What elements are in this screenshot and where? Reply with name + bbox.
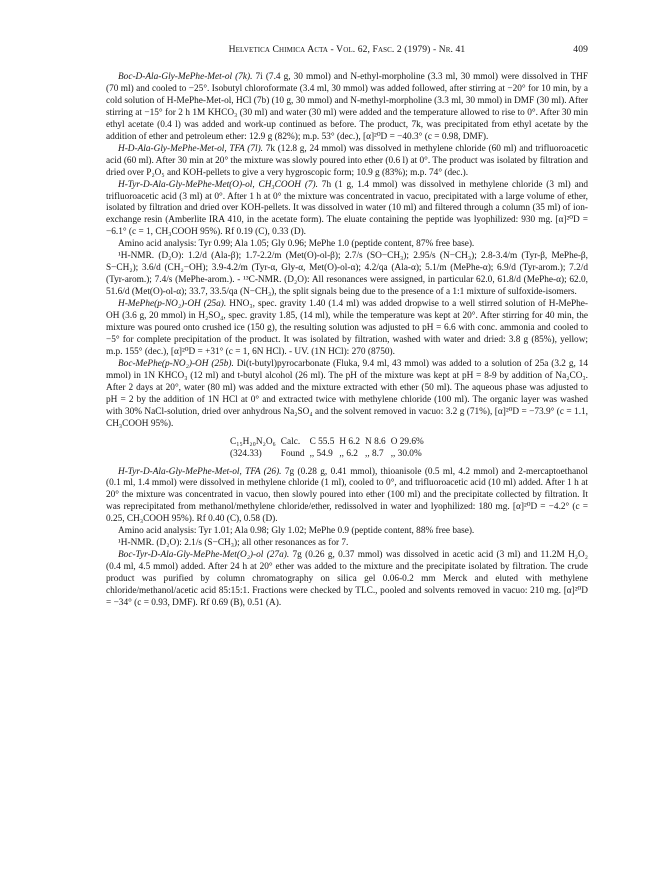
compound-title: Boc-D-Ala-Gly-MePhe-Met-ol (7k). [118, 72, 253, 82]
calc-o: O 29.6% [390, 436, 424, 447]
found-label: Found [280, 448, 305, 459]
paragraph-text: 7k (12.8 g, 24 mmol) was dissolved in methylene chloride (60 ml) and trifluoroacetic acid (60 ml). After 30 min at 20° the mixture was slowly poured into ether (0.6 l) at 0°. The product was isolated by filtration and dried over P₂O₅ and KOH-pellets to give a very hygroscopic form; 10.9 g (83%); m.p. 74° (dec.). [106, 143, 588, 178]
paragraph-7l [106, 144, 588, 180]
compound-title: H-Tyr-D-Ala-Gly-MePhe-Met-ol, TFA (26). [118, 466, 282, 477]
compound-title: Boc-Tyr-D-Ala-Gly-MePhe-Met(O₂)-ol (27a). [118, 550, 290, 561]
paragraph-27a [106, 550, 588, 610]
found-n: ,, 8.7 [365, 448, 384, 459]
compound-title: H-Tyr-D-Ala-Gly-MePhe-Met(O)-ol, CH₃COOH (7). [118, 179, 318, 190]
paragraph-text: Amino acid analysis: Tyr 0.99; Ala 1.05; Gly 0.96; MePhe 1.0 (peptide content, 87% free base). [118, 239, 475, 250]
paragraph-text: 7h (1 g, 1.4 mmol) was dissolved in methylene chloride (3 ml) and trifluoroacetic acid (3 ml) at 0°. After 1 h at 0° the mixture was concentrated in vacuo, precipitated with a large volume of ether, isolated by filtration and dried over KOH-pellets. It was dissolved in water (10 ml) and filtered through a column (35 ml) of ion-exchange resin (Amberlite IRA 410, in the acetate form). The eluate containing the peptide was lyophilized: 930 mg. [α]²⁰D = −6.1° (c = 1, CH₃COOH 95%). Rf 0.19 (C), 0.33 (D). [106, 179, 588, 238]
paragraph-text: Amino acid analysis: Tyr 1.01; Ala 0.98; Gly 1.02; MePhe 0.9 (peptide content, 88% free base). [118, 526, 475, 537]
molecular-weight: (324.33) [230, 448, 262, 459]
paragraph-text: 7g (0.28 g, 0.41 mmol), thioanisole (0.5 ml, 4.2 mmol) and 2-mercaptoethanol (0.1 ml, 1.4 mmol) were dissolved in methylene chloride (1 ml), cooled to 0°, and trifluoroacetic acid (10 ml) added. After 1 h at 20° the mixture was concentrated in vacuo, then slowly poured into ether (100 ml) and the precipitate collected by filtration. It was reprecipitated from methanol/methylene chloride/ether, redissolved in water and lyophilized: 180 mg. [α]²⁰D = −4.2° (c = 0.25, CH₃COOH 95%). Rf 0.40 (C), 0.58 (D). [106, 466, 588, 525]
calc-n: N 8.6 [365, 436, 386, 447]
paragraph-text: HNO₃, spec. gravity 1.40 (1.4 ml) was added dropwise to a well stirred solution of H-MePhe-OH (3.6 g, 20 mmol) in H₂SO₄, spec. gravity 1.85, (14 ml), while the temperature was kept at 20°. After stirring for 40 min, the mixture was poured onto crushed ice (150 g), the resulting solution was adjusted to pH = 6.6 with conc. ammonia and cooled to −5° for complete precipitation of the product. It was isolated by filtration, washed with water and dried: 3.8 g (85%), yellow; m.p. 155° (dec.), [α]²⁰D = +31° (c = 1, 6N HCl). - UV. (1N HCl): 270 (8750). [106, 299, 588, 357]
elemental-analysis-table [230, 437, 429, 461]
paragraph-nmr [106, 251, 588, 299]
compound-title: Boc-MePhe(p-NO₂)-OH (25b). [118, 358, 234, 369]
paragraph-amino-acid-analysis [106, 239, 588, 251]
table-row [230, 437, 429, 449]
paragraph-text: 7g (0.26 g, 0.37 mmol) was dissolved in acetic acid (3 ml) and 11.2M H₂O₂ (0.4 ml, 4.5 mmol) added. After 24 h at 20° ether was added to the mixture and the precipitate isolated by filtration. The crude product was purified by column chromatography on silica gel 0.06-0.2 mm Merck and eluted with methylene chloride/methanol/acetic acid 85:15:1. Fractions were checked by TLC., pooled and solvents removed in vacuo: 210 mg. [α]²⁰D = −34° (c = 0.93, DMF). Rf 0.69 (B), 0.51 (A). [106, 550, 588, 608]
found-c: ,, 54.9 [309, 448, 333, 459]
paragraph-text: Di(t-butyl)pyrocarbonate (Fluka, 9.4 ml, 43 mmol) was added to a solution of 25a (3.2 g, 14 mmol) in 1N KHCO₃ (12 ml) and t-butyl alcohol (26 ml). The pH of the mixture was kept at pH = 8-9 by addition of Na₂CO₃. After 2 days at 20°, water (80 ml) was added and the mixture extracted with ether (50 ml). The aqueous phase was adjusted to pH = 2 by the addition of 1N HCl at 0° and extracted twice with methylene chloride (100 ml). The organic layer was washed with 30% NaCl-solution, dried over anhydrous Na₂SO₄ and the solvent removed in vacuo: 3.2 g (71%), [α]²⁰D = −73.9° (c = 1.1, CH₃COOH 95%). [106, 358, 588, 429]
found-o: ,, 30.0% [390, 448, 422, 459]
calc-h: H 6.2 [339, 436, 361, 447]
elemental-analysis [106, 437, 588, 461]
paragraph-text: ¹H-NMR. (D₂O): 1.2/d (Ala-β); 1.7-2.2/m (Met(O)-ol-β); 2.7/s (SO−CH₃); 2.95/s (N−CH₃); 2.8-3.4/m (Tyr-β, MePhe-β, S−CH₂); 3.6/d (CH₂−OH); 3.9-4.2/m (Tyr-α, Gly-α, Met(O)-ol-α); 4.2/qa (Ala-α); 5.1/m (MePhe-α); 6.9/d (Tyr-arom.); 7.2/d (Tyr-arom.); 7.4/s (MePhe-arom.). - ¹³C-NMR. (D₂O): All resonances were assigned, in particular 62.0, 61.8/d (MePhe-α); 62.0, 51.6/d (Met(O)-ol-α); 33.7, 33.5/qa (N−CH₃), the split signals being due to the presence of a 1:1 mixture of sulfoxide-isomers. [106, 251, 588, 298]
paragraph-7 [106, 180, 588, 240]
page-header [106, 44, 588, 58]
paragraph-25a [106, 299, 588, 359]
experimental-text [106, 72, 588, 610]
paragraph-7k [106, 72, 588, 144]
compound-title: H-MePhe(p-NO₂)-OH (25a). [118, 299, 227, 310]
paragraph-amino-acid-analysis-26 [106, 526, 588, 538]
running-title: Helvetica Chimica Acta - Vol. 62, Fasc. 2 (1979) - Nr. 41 [228, 44, 466, 55]
compound-title: H-D-Ala-Gly-MePhe-Met-ol, TFA (7l). [118, 143, 263, 154]
page-number: 409 [573, 44, 588, 55]
calc-c: C 55.5 [309, 436, 335, 447]
paragraph-nmr-26 [106, 538, 588, 550]
calc-label: Calc. [280, 436, 301, 447]
paragraph-text: 7i (7.4 g, 30 mmol) and N-ethyl-morpholine (3.3 ml, 30 mmol) were dissolved in THF (70 ml) and cooled to −25°. Isobutyl chloroformate (3.4 ml, 30 mmol) was added followed, after stirring at −20° for 10 min, by a cold solution of H-MePhe-Met-ol, HCl (7b) (10 g, 30 mmol) and N-methyl-morpholine (3.3 ml, 30 mmol) in DMF (30 ml). After stirring at −15° for 2 h 1M KHCO₃ (30 ml) and water (30 ml) were added and the temperature allowed to rise to 0°. After 30 min ethyl acetate (0.4 l) was added and work-up continued as before. The product, 7k, was precipitated from ethyl acetate by the addition of ether and petroleum ether: 12.9 g (82%); m.p. 53° (dec.), [α]²⁰D = −40.3° (c = 0.98, DMF). [106, 72, 589, 142]
paragraph-25b [106, 359, 588, 431]
paragraph-text: ¹H-NMR. (D₂O): 2.1/s (S−CH₃); all other resonances as for 7. [118, 538, 349, 549]
table-row [230, 449, 429, 461]
found-h: ,, 6.2 [339, 448, 358, 459]
paragraph-26 [106, 467, 588, 527]
formula: C₁₅H₂₀N₂O₆ [230, 436, 276, 447]
